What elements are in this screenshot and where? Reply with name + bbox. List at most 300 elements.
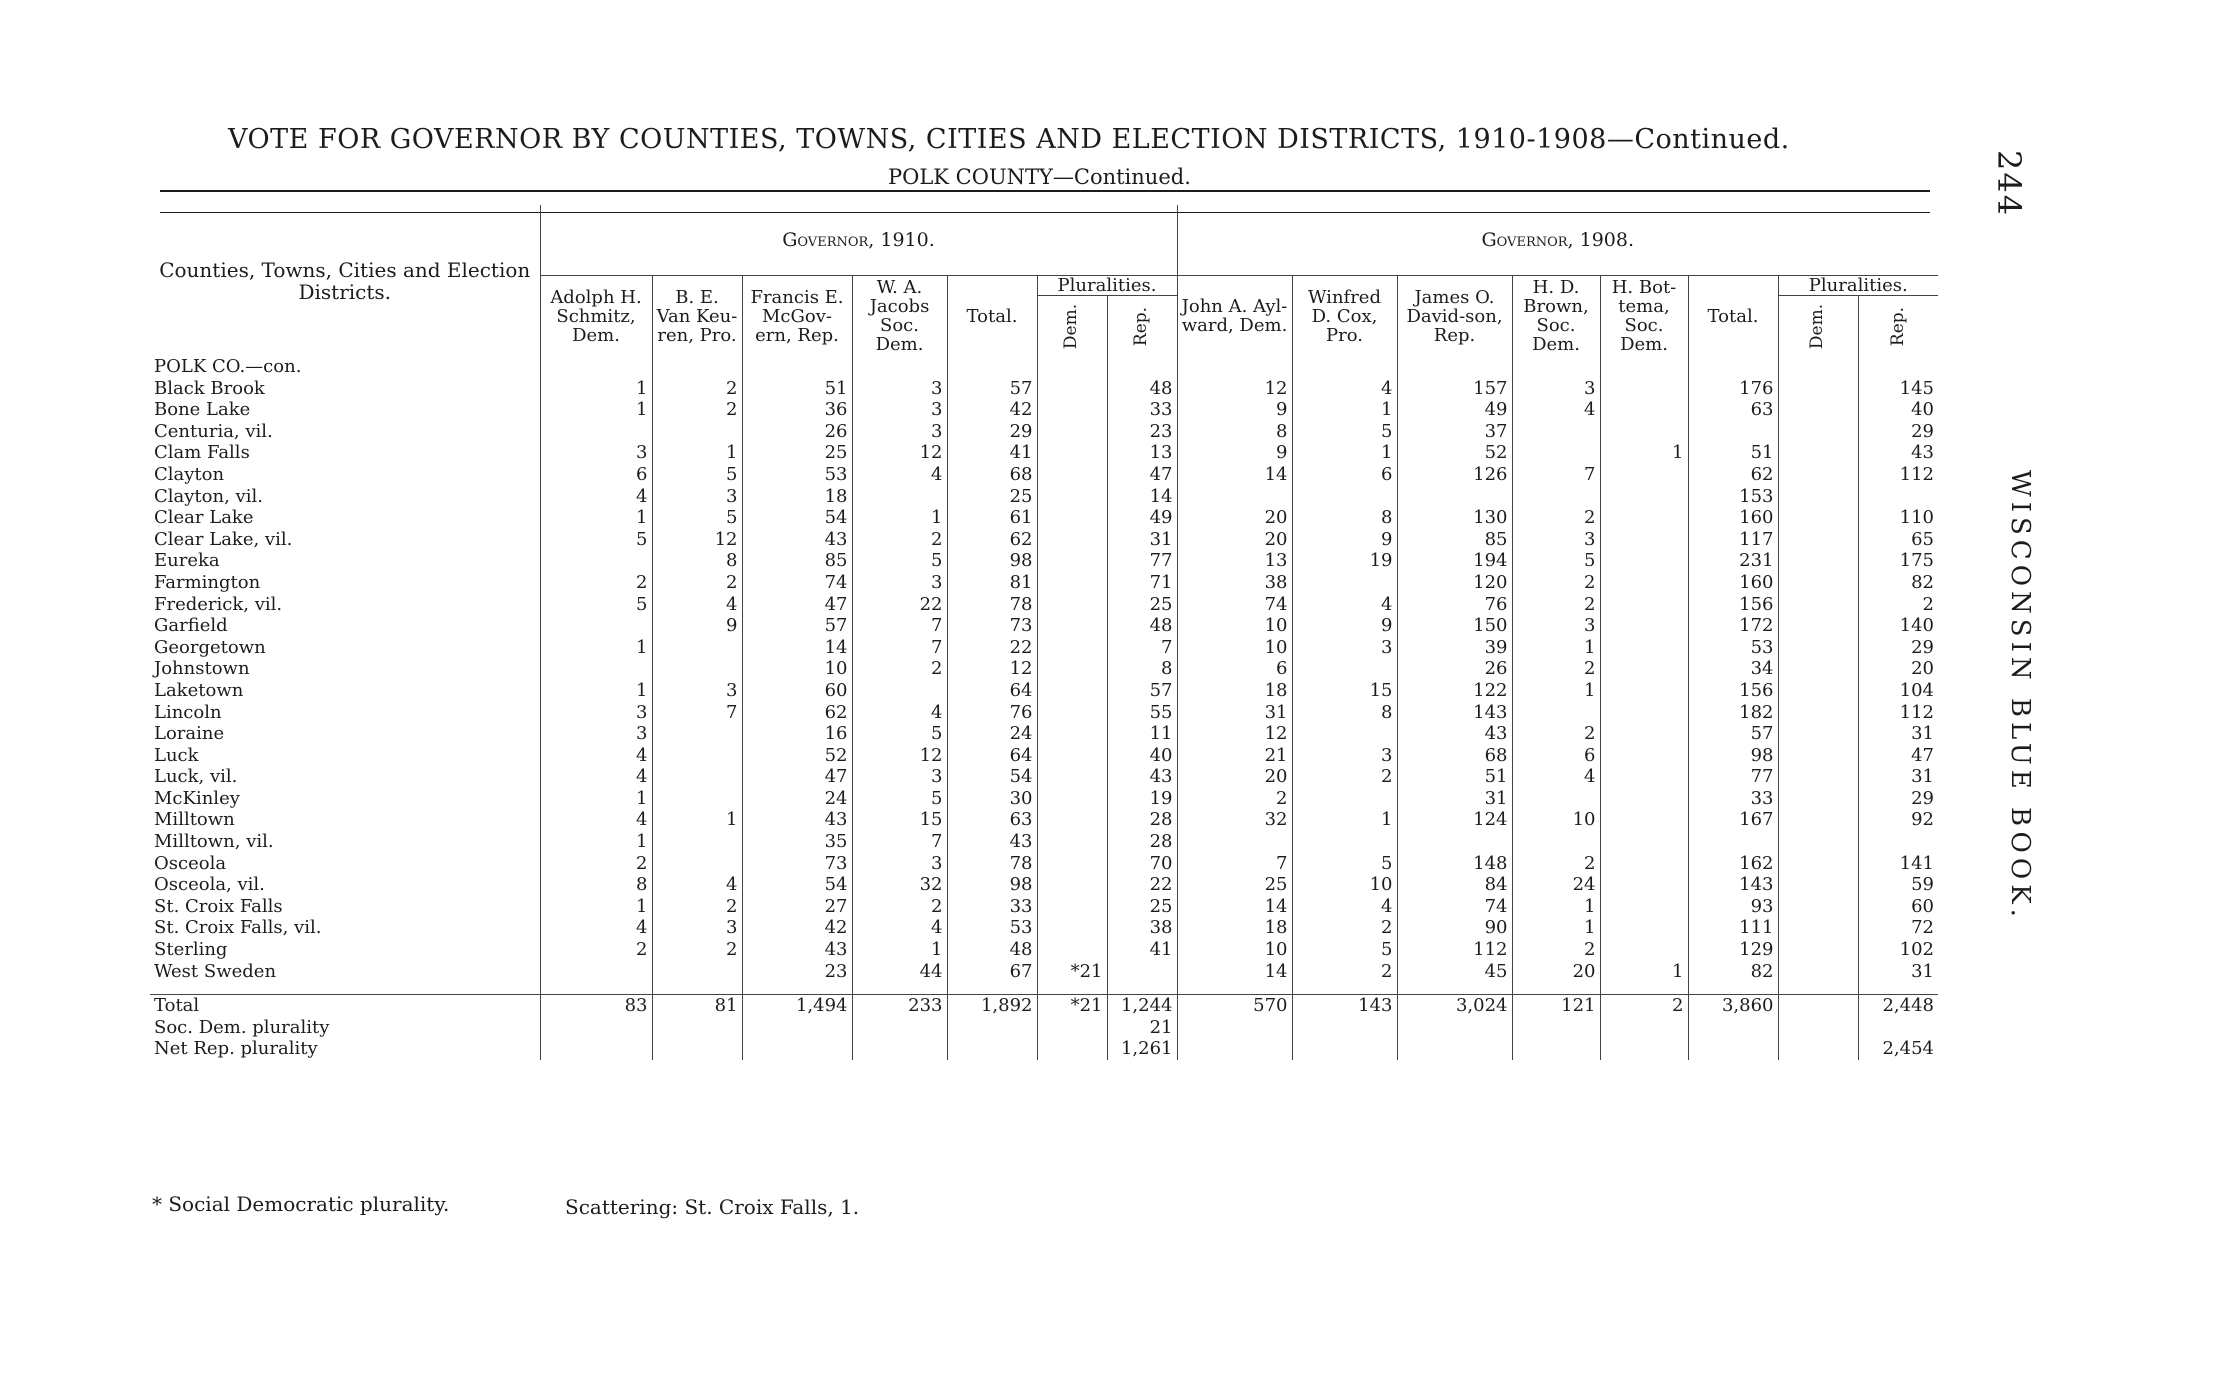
district-name: Eureka	[154, 550, 220, 572]
vote-cell: 10	[1512, 809, 1600, 831]
vote-cell	[1600, 399, 1688, 421]
vote-cell: 22	[1107, 874, 1177, 896]
vote-cell: 2,454	[1858, 1038, 1938, 1060]
vote-cell: 81	[652, 995, 742, 1017]
vote-cell: 12	[1177, 378, 1292, 400]
vote-cell: 33	[947, 896, 1037, 918]
vote-cell: 5	[540, 529, 652, 551]
vote-cell: 25	[947, 486, 1037, 508]
vote-cell: 9	[1292, 529, 1397, 551]
vote-cell: 1	[1600, 961, 1688, 983]
table-row	[150, 572, 1938, 594]
vote-cell: 15	[1292, 680, 1397, 702]
table-row	[150, 745, 1938, 767]
vote-cell: 2	[1292, 961, 1397, 983]
table-row	[150, 766, 1938, 788]
vote-cell	[1177, 831, 1292, 853]
vote-cell	[1600, 615, 1688, 637]
vote-cell: 1	[1512, 680, 1600, 702]
vote-cell: 111	[1688, 917, 1778, 939]
vote-cell: 20	[1512, 961, 1600, 983]
vote-cell: 34	[1688, 658, 1778, 680]
vote-cell	[1778, 637, 1858, 659]
vote-cell: 23	[742, 961, 852, 983]
vote-cell: 167	[1688, 809, 1778, 831]
vote-cell	[1600, 507, 1688, 529]
vote-cell	[1397, 1017, 1512, 1039]
vote-cell: 157	[1397, 378, 1512, 400]
district-name: Luck, vil.	[154, 766, 238, 788]
vote-cell: 3	[540, 442, 652, 464]
vote-cell	[1858, 486, 1938, 508]
vote-cell	[540, 615, 652, 637]
vote-cell	[652, 637, 742, 659]
vote-cell: 82	[1858, 572, 1938, 594]
vote-cell	[1037, 442, 1107, 464]
vote-cell: 53	[947, 917, 1037, 939]
vote-cell: 22	[947, 637, 1037, 659]
top-rule	[160, 190, 1930, 192]
vote-cell	[1037, 723, 1107, 745]
vote-cell: 92	[1858, 809, 1938, 831]
vote-cell: 2	[1512, 853, 1600, 875]
table-row	[150, 874, 1938, 896]
mcgovern-header: Francis E. McGov-ern, Rep.	[742, 276, 852, 357]
vote-cell: 84	[1397, 874, 1512, 896]
table-row	[150, 658, 1938, 680]
vote-cell: 51	[742, 378, 852, 400]
vote-cell	[1292, 658, 1397, 680]
vote-cell: 33	[1688, 788, 1778, 810]
page-number: 244	[1990, 150, 2028, 218]
vote-cell: 93	[1688, 896, 1778, 918]
table-row	[150, 831, 1938, 853]
page-title: VOTE FOR GOVERNOR BY COUNTIES, TOWNS, CITIES AND ELECTION DISTRICTS, 1910-1908—Continued.	[228, 124, 1790, 155]
vote-cell: 4	[652, 874, 742, 896]
vote-cell: 4	[1292, 378, 1397, 400]
vote-cell: 4	[540, 745, 652, 767]
vote-cell: 63	[1688, 399, 1778, 421]
vote-cell	[1600, 766, 1688, 788]
vote-cell	[540, 421, 652, 443]
vote-cell: 1	[540, 680, 652, 702]
vote-cell	[540, 961, 652, 983]
table-row	[150, 486, 1938, 508]
vote-cell: 10	[742, 658, 852, 680]
vote-cell: 57	[1688, 723, 1778, 745]
vote-cell: 59	[1858, 874, 1938, 896]
vote-cell	[1037, 831, 1107, 853]
vote-cell	[1292, 1038, 1397, 1060]
district-name: Black Brook	[154, 377, 265, 399]
vote-cell: 3	[852, 853, 947, 875]
vote-cell	[1778, 1017, 1858, 1039]
district-name: Lincoln	[154, 701, 222, 723]
district-name: Clear Lake, vil.	[154, 528, 293, 550]
vote-cell: 5	[1292, 939, 1397, 961]
vote-cell: 3	[852, 421, 947, 443]
vote-cell	[1778, 745, 1858, 767]
vote-cell: 77	[1688, 766, 1778, 788]
vote-cell: 24	[1512, 874, 1600, 896]
vote-cell: 5	[1292, 853, 1397, 875]
vote-cell	[1292, 572, 1397, 594]
table-row	[150, 680, 1938, 702]
vote-cell: 2	[540, 939, 652, 961]
total-1910-header: Total.	[947, 276, 1037, 357]
vote-cell	[1600, 896, 1688, 918]
dem-1910-header: Dem.	[1037, 296, 1107, 357]
vote-cell: 1	[540, 399, 652, 421]
vote-cell: 73	[947, 615, 1037, 637]
table-row	[150, 421, 1938, 443]
vote-cell	[947, 1017, 1037, 1039]
vote-cell	[1778, 680, 1858, 702]
table-row	[150, 507, 1938, 529]
page-subtitle: POLK COUNTY—Continued.	[888, 165, 1191, 189]
vote-cell: 1	[540, 507, 652, 529]
vote-cell: 122	[1397, 680, 1512, 702]
vote-cell: 570	[1177, 995, 1292, 1017]
vote-cell	[1688, 1017, 1778, 1039]
vote-cell	[652, 961, 742, 983]
vote-cell: 12	[852, 745, 947, 767]
vote-cell: 85	[1397, 529, 1512, 551]
vote-cell: 33	[1107, 399, 1177, 421]
vote-cell: 5	[852, 723, 947, 745]
vote-cell: 2	[852, 896, 947, 918]
district-name: Sterling	[154, 939, 228, 961]
bottema-header: H. Bot-tema, Soc. Dem.	[1600, 276, 1688, 357]
vote-cell: 47	[742, 594, 852, 616]
vote-cell: 22	[852, 594, 947, 616]
vote-cell	[1037, 766, 1107, 788]
district-name: Loraine	[154, 723, 225, 745]
vote-cell: 121	[1512, 995, 1600, 1017]
vote-cell: 32	[1177, 809, 1292, 831]
vote-cell	[1778, 442, 1858, 464]
vote-cell	[1858, 831, 1938, 853]
vote-cell	[1600, 702, 1688, 724]
vote-cell: 13	[1107, 442, 1177, 464]
vote-cell: 8	[1177, 421, 1292, 443]
district-name: Clayton	[154, 463, 225, 485]
vote-cell	[1600, 637, 1688, 659]
vote-cell: 14	[1177, 896, 1292, 918]
vote-cell	[1600, 853, 1688, 875]
vote-cell	[540, 658, 652, 680]
district-name: Net Rep. plurality	[154, 1038, 318, 1060]
vote-cell	[652, 723, 742, 745]
vote-cell: 14	[1177, 961, 1292, 983]
vote-cell: 42	[947, 399, 1037, 421]
vote-cell	[1778, 702, 1858, 724]
vote-cell: 61	[947, 507, 1037, 529]
dem-1908-header: Dem.	[1778, 296, 1858, 357]
vote-cell: 14	[1177, 464, 1292, 486]
vote-cell: 31	[1858, 961, 1938, 983]
vote-cell: 112	[1858, 702, 1938, 724]
vote-cell	[1037, 529, 1107, 551]
vote-cell: 25	[1177, 874, 1292, 896]
vote-cell: 2	[1858, 594, 1938, 616]
vote-cell: 2	[540, 572, 652, 594]
vote-cell: 5	[852, 788, 947, 810]
vote-cell: 4	[540, 809, 652, 831]
vote-cell	[1037, 853, 1107, 875]
vote-cell: 1,261	[1107, 1038, 1177, 1060]
vote-cell: 36	[742, 399, 852, 421]
vote-cell: 7	[852, 615, 947, 637]
vote-cell: 1	[1292, 399, 1397, 421]
vote-cell: 2	[1512, 658, 1600, 680]
vote-cell: 12	[947, 658, 1037, 680]
vote-cell: 38	[1177, 572, 1292, 594]
vote-cell	[1177, 1038, 1292, 1060]
vote-cell	[1037, 1038, 1107, 1060]
vote-cell: 24	[742, 788, 852, 810]
vote-cell: 31	[1858, 723, 1938, 745]
vote-cell: 21	[1177, 745, 1292, 767]
vote-cell: 124	[1397, 809, 1512, 831]
vote-cell	[852, 486, 947, 508]
vote-cell: 31	[1858, 766, 1938, 788]
vote-cell: 47	[1858, 745, 1938, 767]
vote-cell	[1512, 442, 1600, 464]
vote-cell: 1	[652, 442, 742, 464]
vote-cell: 102	[1858, 939, 1938, 961]
district-name: Osceola	[154, 852, 227, 874]
vote-cell: 1	[540, 788, 652, 810]
district-name: Luck	[154, 744, 199, 766]
gov1910-header: Governor, 1910.	[540, 205, 1177, 276]
vote-cell	[1292, 831, 1397, 853]
table-row	[150, 788, 1938, 810]
vote-cell: 2	[540, 853, 652, 875]
vote-cell: 110	[1858, 507, 1938, 529]
vote-cell: 130	[1397, 507, 1512, 529]
table-row	[150, 723, 1938, 745]
vote-cell: 7	[852, 831, 947, 853]
vote-cell: 29	[1858, 421, 1938, 443]
vote-cell: 8	[1292, 507, 1397, 529]
vote-cell: 71	[1107, 572, 1177, 594]
vote-cell: 1	[652, 809, 742, 831]
vote-cell	[1037, 421, 1107, 443]
vote-cell: 4	[540, 766, 652, 788]
vote-cell	[540, 1017, 652, 1039]
vote-cell	[1037, 399, 1107, 421]
vote-cell	[1778, 421, 1858, 443]
vote-cell: 27	[742, 896, 852, 918]
vote-cell: 51	[1397, 766, 1512, 788]
vote-cell: 35	[742, 831, 852, 853]
vote-cell: 3	[852, 766, 947, 788]
vote-cell: 57	[742, 615, 852, 637]
vote-cell: 72	[1858, 917, 1938, 939]
vote-cell: 85	[742, 550, 852, 572]
vote-cell	[1037, 939, 1107, 961]
vote-cell	[1397, 1038, 1512, 1060]
vote-cell	[1037, 917, 1107, 939]
vote-cell	[852, 680, 947, 702]
vote-cell: 1	[540, 378, 652, 400]
vote-cell	[1600, 1017, 1688, 1039]
vote-cell	[540, 1038, 652, 1060]
scattering-note: Scattering: St. Croix Falls, 1.	[565, 1195, 860, 1219]
table-row	[150, 378, 1938, 400]
vote-cell: 12	[1177, 723, 1292, 745]
table-row	[150, 896, 1938, 918]
vote-cell: 44	[852, 961, 947, 983]
vote-cell: 3	[1292, 637, 1397, 659]
footnote: * Social Democratic plurality.	[152, 1192, 450, 1216]
vote-cell	[1778, 809, 1858, 831]
vote-cell	[1600, 378, 1688, 400]
vote-cell: 1,494	[742, 995, 852, 1017]
vote-cell: 82	[1688, 961, 1778, 983]
vote-cell: 90	[1397, 917, 1512, 939]
vote-cell	[1778, 853, 1858, 875]
vote-cell: 1	[852, 507, 947, 529]
vote-cell: 7	[652, 702, 742, 724]
vote-cell: 18	[1177, 680, 1292, 702]
vote-cell: 3	[1512, 529, 1600, 551]
vote-cell: 3	[1292, 745, 1397, 767]
vote-cell: 49	[1107, 507, 1177, 529]
vote-cell: 143	[1292, 995, 1397, 1017]
vote-cell	[1512, 831, 1600, 853]
vote-cell: 29	[1858, 788, 1938, 810]
vote-cell	[1600, 788, 1688, 810]
vote-cell	[1037, 896, 1107, 918]
vote-cell	[1037, 680, 1107, 702]
vote-cell: 42	[742, 917, 852, 939]
district-name: Clam Falls	[154, 442, 250, 464]
vote-cell: 64	[947, 745, 1037, 767]
vote-cell: 19	[1292, 550, 1397, 572]
district-name: Garfield	[154, 615, 228, 637]
vote-cell: 73	[742, 853, 852, 875]
vote-cell: 43	[1858, 442, 1938, 464]
vote-cell: 28	[1107, 831, 1177, 853]
vote-cell: 2	[1512, 507, 1600, 529]
vote-cell: 70	[1107, 853, 1177, 875]
vote-cell: 76	[947, 702, 1037, 724]
pluralities-1908-header: Pluralities.	[1778, 276, 1938, 296]
vote-cell	[1037, 464, 1107, 486]
vote-cell: 52	[1397, 442, 1512, 464]
vote-cell: 2	[1512, 594, 1600, 616]
vote-cell	[1688, 421, 1778, 443]
vote-cell: 150	[1397, 615, 1512, 637]
district-name: Bone Lake	[154, 399, 251, 421]
vote-cell: 5	[1292, 421, 1397, 443]
vote-cell: 141	[1858, 853, 1938, 875]
vote-cell: 81	[947, 572, 1037, 594]
vote-cell	[1600, 831, 1688, 853]
rep-1910-header: Rep.	[1107, 296, 1177, 357]
vote-cell	[1778, 486, 1858, 508]
vote-cell: 54	[742, 507, 852, 529]
vote-cell: 4	[1512, 766, 1600, 788]
vote-cell: 24	[947, 723, 1037, 745]
vote-cell: 16	[742, 723, 852, 745]
vankeuren-header: B. E. Van Keu-ren, Pro.	[652, 276, 742, 357]
vote-cell: 52	[742, 745, 852, 767]
vote-cell	[1778, 529, 1858, 551]
vote-cell	[1037, 615, 1107, 637]
vote-cell: 3	[1512, 615, 1600, 637]
vote-cell	[1037, 378, 1107, 400]
vote-cell: 7	[1107, 637, 1177, 659]
vote-cell: 3	[652, 486, 742, 508]
cox-header: Winfred D. Cox, Pro.	[1292, 276, 1397, 357]
vote-cell	[1512, 1017, 1600, 1039]
vote-cell: 43	[742, 529, 852, 551]
vote-cell: 3	[540, 702, 652, 724]
vote-cell: 3,860	[1688, 995, 1778, 1017]
table-row	[150, 809, 1938, 831]
vote-cell: 4	[852, 702, 947, 724]
vote-cell: 11	[1107, 723, 1177, 745]
vote-cell: 156	[1688, 680, 1778, 702]
vote-cell: 64	[947, 680, 1037, 702]
vote-cell: 18	[1177, 917, 1292, 939]
vote-cell: 1,892	[947, 995, 1037, 1017]
vote-cell: 1	[1512, 896, 1600, 918]
vote-cell: 2,448	[1858, 995, 1938, 1017]
vote-cell: 8	[1107, 658, 1177, 680]
vote-cell: 13	[1177, 550, 1292, 572]
vote-cell	[1037, 1017, 1107, 1039]
vote-cell: 25	[1107, 594, 1177, 616]
vote-cell: 2	[1512, 939, 1600, 961]
vote-cell: *21	[1037, 961, 1107, 983]
vote-cell	[1688, 831, 1778, 853]
vote-cell: 2	[1292, 917, 1397, 939]
vote-cell: 37	[1397, 421, 1512, 443]
vote-cell: 20	[1858, 658, 1938, 680]
vote-cell	[1512, 421, 1600, 443]
vote-cell	[1037, 637, 1107, 659]
vote-cell: 4	[652, 594, 742, 616]
vote-cell	[1512, 1038, 1600, 1060]
vote-cell: 51	[1688, 442, 1778, 464]
district-name: Georgetown	[154, 636, 266, 658]
vote-cell: 4	[852, 464, 947, 486]
vote-cell: 156	[1688, 594, 1778, 616]
vote-cell: 41	[1107, 939, 1177, 961]
table-row	[150, 853, 1938, 875]
vote-cell	[1600, 550, 1688, 572]
vote-cell: 48	[1107, 615, 1177, 637]
vote-cell: 2	[1600, 995, 1688, 1017]
vote-cell	[1397, 831, 1512, 853]
vote-cell	[652, 1038, 742, 1060]
vote-cell: 29	[1858, 637, 1938, 659]
vote-cell	[1037, 486, 1107, 508]
vote-cell: 8	[540, 874, 652, 896]
vote-cell	[1600, 421, 1688, 443]
vote-cell	[1037, 658, 1107, 680]
vote-cell: 9	[1177, 442, 1292, 464]
vote-cell: 14	[742, 637, 852, 659]
vote-cell: 3	[540, 723, 652, 745]
district-name: Farmington	[154, 571, 261, 593]
vote-cell	[742, 1017, 852, 1039]
vote-cell: 129	[1688, 939, 1778, 961]
